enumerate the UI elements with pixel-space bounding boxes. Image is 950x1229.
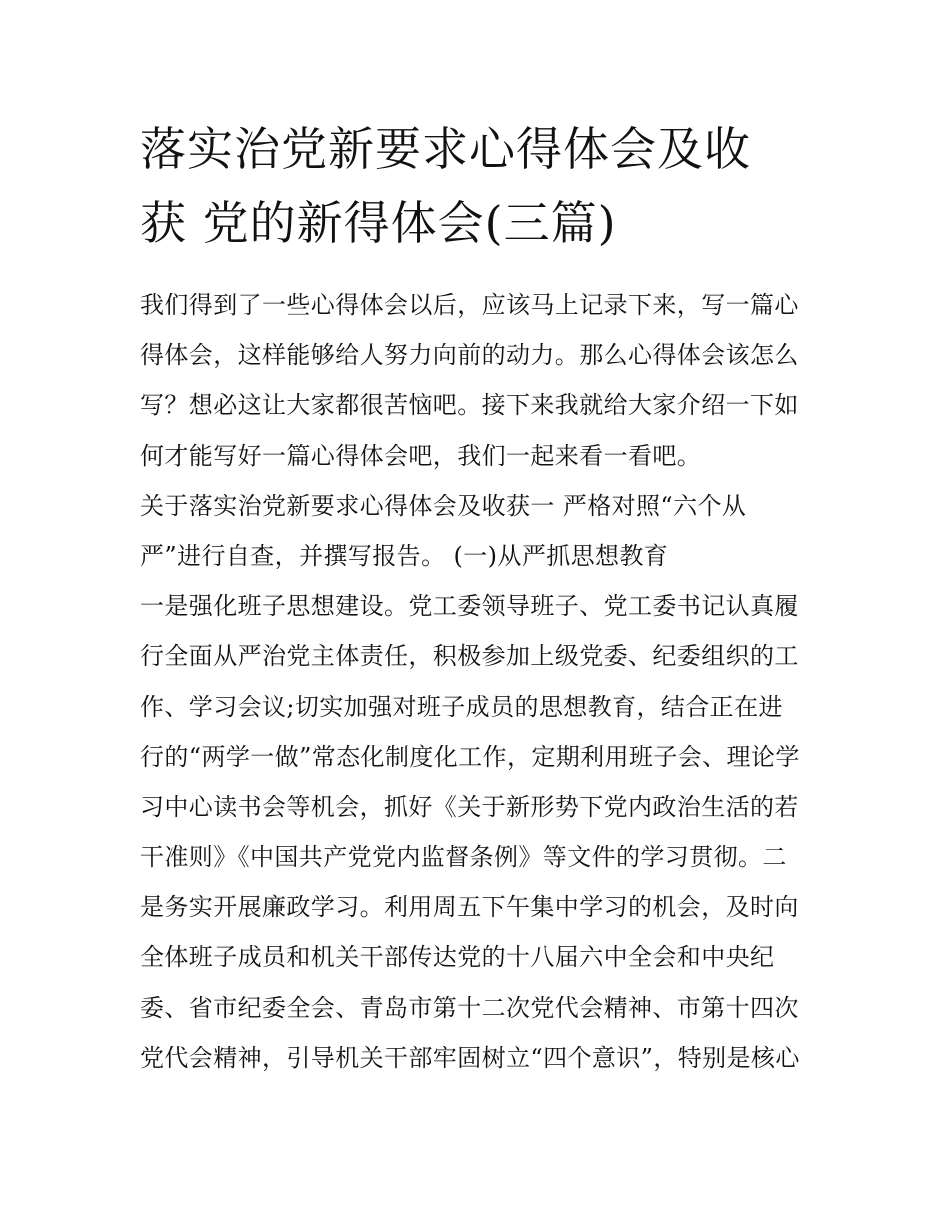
body-line: 严”进行自查，并撰写报告。 (一)从严抓思想教育: [140, 541, 669, 570]
body-line: 作、学习会议;切实加强对班子成员的思想教育，结合正在进: [140, 692, 783, 721]
body-line: 关于落实治党新要求心得体会及收获一 严格对照“六个从: [140, 491, 747, 520]
body-line: 行的“两学一做”常态化制度化工作，定期利用班子会、理论学: [140, 742, 800, 771]
body-line: 是务实开展廉政学习。利用周五下午集中学习的机会，及时向: [140, 893, 799, 922]
body-line: 习中心读书会等机会，抓好《关于新形势下党内政治生活的若: [140, 792, 799, 821]
body-line: 写？想必这让大家都很苦恼吧。接下来我就给大家介绍一下如: [140, 391, 799, 420]
body-line: 得体会，这样能够给人努力向前的动力。那么心得体会该怎么: [140, 341, 799, 370]
document-body: [140, 280, 820, 1083]
body-line: 党代会精神，引导机关干部牢固树立“四个意识”，特别是核心: [140, 1043, 800, 1072]
title-line-2: 获 党的新得体会(三篇): [140, 196, 617, 250]
body-line: 行全面从严治党主体责任，积极参加上级党委、纪委组织的工: [140, 642, 799, 671]
body-line: 一是强化班子思想建设。党工委领导班子、党工委书记认真履: [140, 592, 799, 621]
body-line: 何才能写好一篇心得体会吧，我们一起来看一看吧。: [140, 441, 702, 470]
body-line: 干准则》《中国共产党党内监督条例》等文件的学习贯彻。二: [140, 843, 787, 872]
title-line-1: 落实治党新要求心得体会及收: [140, 122, 751, 176]
body-line: 委、省市纪委全会、青岛市第十二次党代会精神、市第十四次: [140, 993, 799, 1022]
document-title: [140, 112, 820, 260]
body-line: 我们得到了一些心得体会以后，应该马上记录下来，写一篇心: [140, 291, 799, 319]
body-line: 全体班子成员和机关干部传达党的十八届六中全会和中央纪: [140, 943, 775, 972]
